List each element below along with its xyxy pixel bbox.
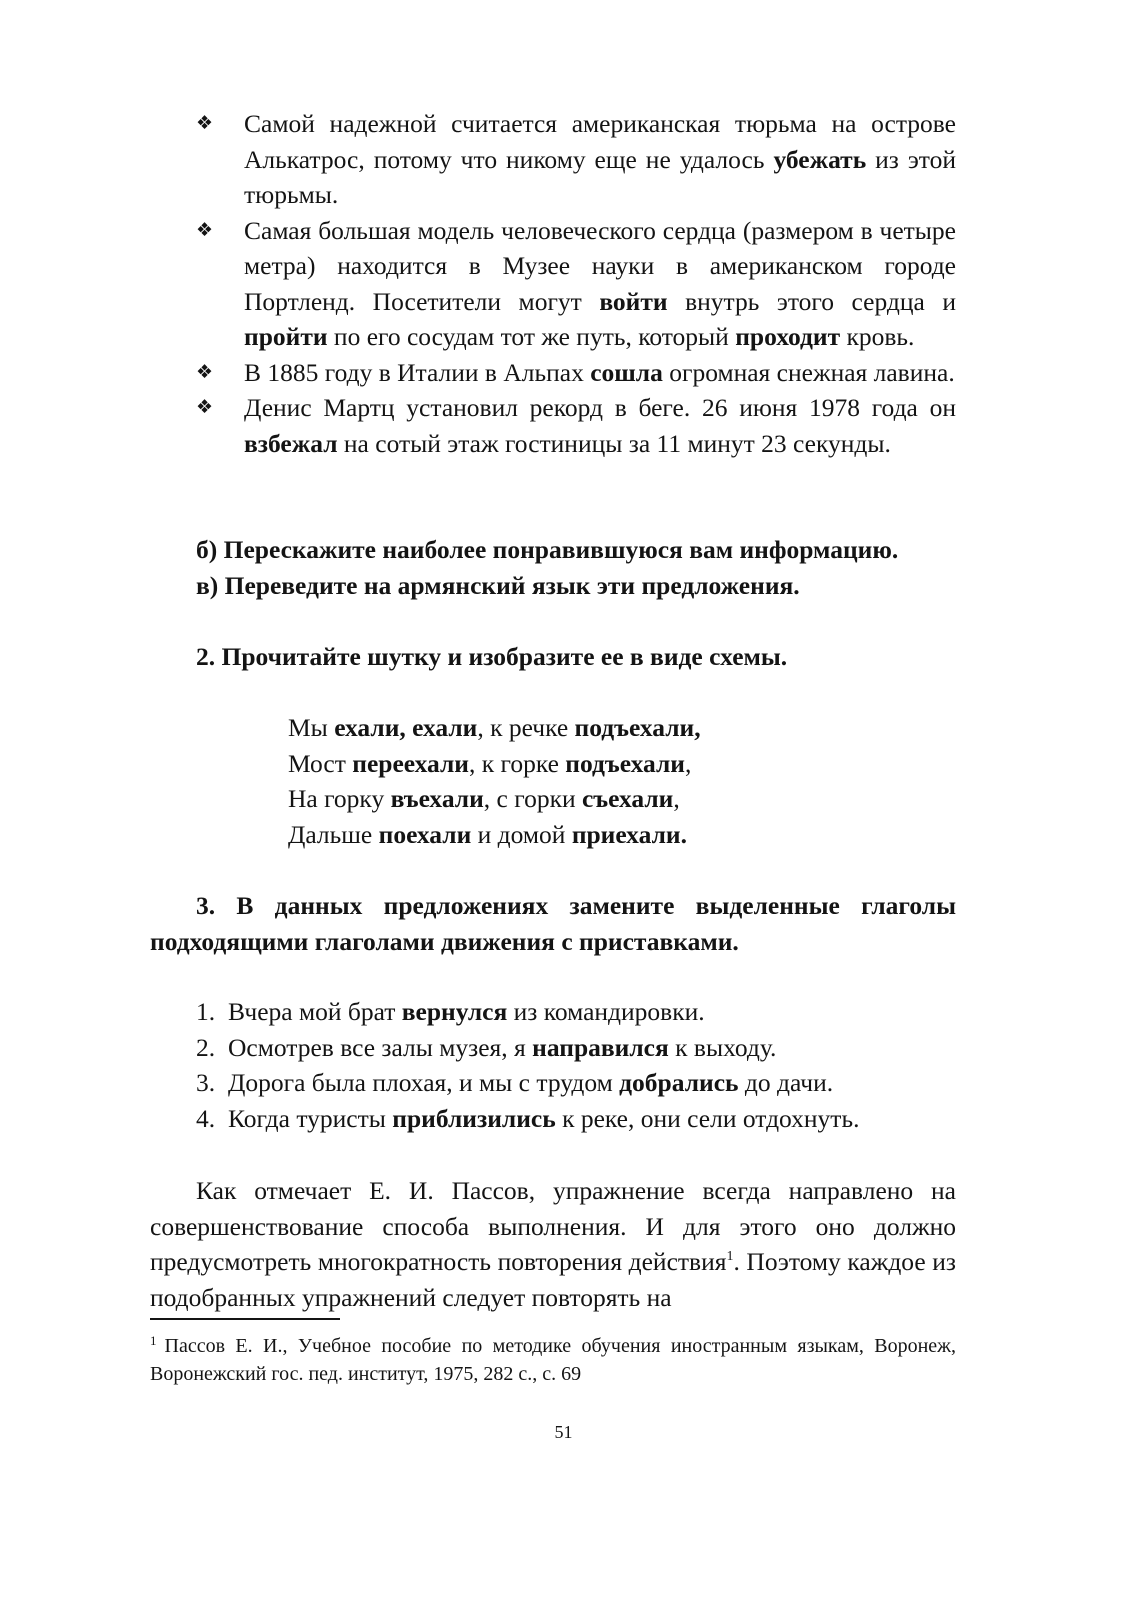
text-run: Дальше (288, 819, 379, 849)
text-run: из этой тюрьмы. (244, 144, 957, 209)
bold-verb: подъехали (565, 748, 685, 778)
sentence-item (196, 994, 859, 1030)
fact-item (196, 106, 956, 213)
text-run: из командировки. (507, 997, 705, 1026)
text-run: Мы (288, 713, 335, 742)
poem (288, 710, 701, 852)
text-run: внутрь этого сердца и (667, 286, 956, 316)
text-run: Вчера мой брат (228, 997, 402, 1026)
poem-line (288, 746, 701, 782)
poem-line (288, 781, 701, 817)
text-run: , с горки (483, 784, 582, 813)
text-run: , к речке (477, 713, 575, 742)
text-run: на сотый этаж гостиницы за 11 минут 23 секунды. (337, 428, 891, 458)
text-run: Когда туристы (228, 1103, 393, 1133)
bold-verb: переехали (352, 748, 469, 778)
bold-verb: войти (599, 286, 668, 316)
diamond-bullet-icon: ❖ (196, 218, 214, 241)
diamond-bullet-icon: ❖ (196, 396, 214, 418)
text-run: к выходу. (668, 1032, 777, 1062)
bold-verb: сошла (590, 357, 663, 387)
text-run: , к горке (468, 748, 566, 778)
text-run: . Поэтому каждое из подобранных упражнений следует повторять на (150, 1247, 956, 1312)
bold-verb: подъехали, (574, 713, 701, 742)
bold-verb: пройти (244, 322, 328, 351)
task-2-text: 2. Прочитайте шутку и изобразите ее в виде схемы. (196, 642, 788, 671)
facts-list (196, 106, 956, 461)
text-run: , (673, 784, 680, 813)
bold-verb: приехали. (571, 819, 687, 849)
text-run: Самой надежной считается американская тюрьма на острове Алькатрос, потому что никому еще не удалось (244, 109, 956, 174)
footnote (150, 1332, 956, 1388)
bold-verb: взбежал (244, 428, 338, 458)
text-run: к реке, они сели отдохнуть. (555, 1103, 860, 1133)
text-run: Денис Мартц установил рекорд в беге. 26 июня 1978 года он (244, 393, 956, 422)
item-number: 4. (196, 1103, 216, 1133)
task-b-text: б) Перескажите наиболее понравившуюся вам информацию. (196, 535, 899, 564)
sentence-item (196, 1101, 859, 1137)
bold-verb: поехали (378, 819, 472, 849)
text-run: по его сосудам тот же путь, который (327, 322, 736, 351)
text-run: до дачи. (738, 1068, 834, 1097)
bold-verb: ехали, ехали (334, 713, 478, 742)
text-run: , (684, 748, 692, 778)
sentence-item (196, 1065, 859, 1101)
bold-verb: направился (532, 1032, 669, 1062)
footnote-separator (150, 1318, 340, 1320)
text-run: огромная снежная лавина. (662, 357, 955, 387)
poem-line (288, 817, 701, 853)
bold-verb: добрались (619, 1068, 739, 1097)
fact-item (196, 213, 956, 355)
fact-item (196, 390, 956, 461)
poem-line (288, 710, 701, 746)
footnote-mark: 1 (150, 1333, 157, 1348)
item-number: 3. (196, 1068, 216, 1097)
text-run: Самая большая модель человеческого сердца (размером в четыре метра) находится в Музее науки в американском городе Портленд. Посетители могут (244, 215, 956, 316)
footnote-text: Пассов Е. И., Учебное пособие по методике обучения иностранным языкам, Воронеж, Воронежский гос. пед. институт, 1975, 282 с., с. 69 (150, 1335, 956, 1385)
bold-verb: проходит (735, 322, 841, 351)
text-run: кровь. (840, 322, 915, 351)
numbered-sentences (196, 994, 859, 1136)
body-paragraph (150, 1173, 956, 1315)
task-b-heading (196, 532, 898, 568)
task-2-heading (196, 639, 787, 675)
text-run: Дорога была плохая, и мы с трудом (228, 1068, 620, 1097)
bold-verb: приблизились (392, 1103, 556, 1133)
diamond-bullet-icon: ❖ (196, 360, 214, 383)
text-run: и домой (471, 819, 572, 849)
task-v-heading (196, 568, 800, 604)
item-number: 1. (196, 997, 216, 1026)
bold-verb: въехали (390, 784, 484, 813)
bold-verb: съехали (581, 784, 674, 813)
text-run: В 1885 году в Италии в Альпах (244, 357, 591, 387)
text-run: Мост (288, 748, 353, 778)
task-3-heading (150, 888, 956, 959)
task-v-text: в) Переведите на армянский язык эти предложения. (196, 571, 800, 600)
diamond-bullet-icon: ❖ (196, 112, 214, 134)
task-3-text: 3. В данных предложениях замените выделенные глаголы подходящими глаголами движения с приставками. (150, 891, 956, 956)
footnote-reference: 1 (726, 1249, 734, 1264)
fact-item (196, 355, 956, 391)
item-number: 2. (196, 1032, 216, 1062)
page-number: 51 (554, 1422, 573, 1442)
sentence-item (196, 1030, 859, 1066)
bold-verb: убежать (773, 144, 867, 174)
text-run: Осмотрев все залы музея, я (228, 1032, 533, 1062)
text-run: Как отмечает Е. И. Пассов, упражнение всегда направлено на совершенствование способа выполнения. И для этого оно должно предусмотреть многократность повторения действия (150, 1176, 956, 1276)
bold-verb: вернулся (401, 997, 508, 1026)
text-run: На горку (288, 784, 391, 813)
